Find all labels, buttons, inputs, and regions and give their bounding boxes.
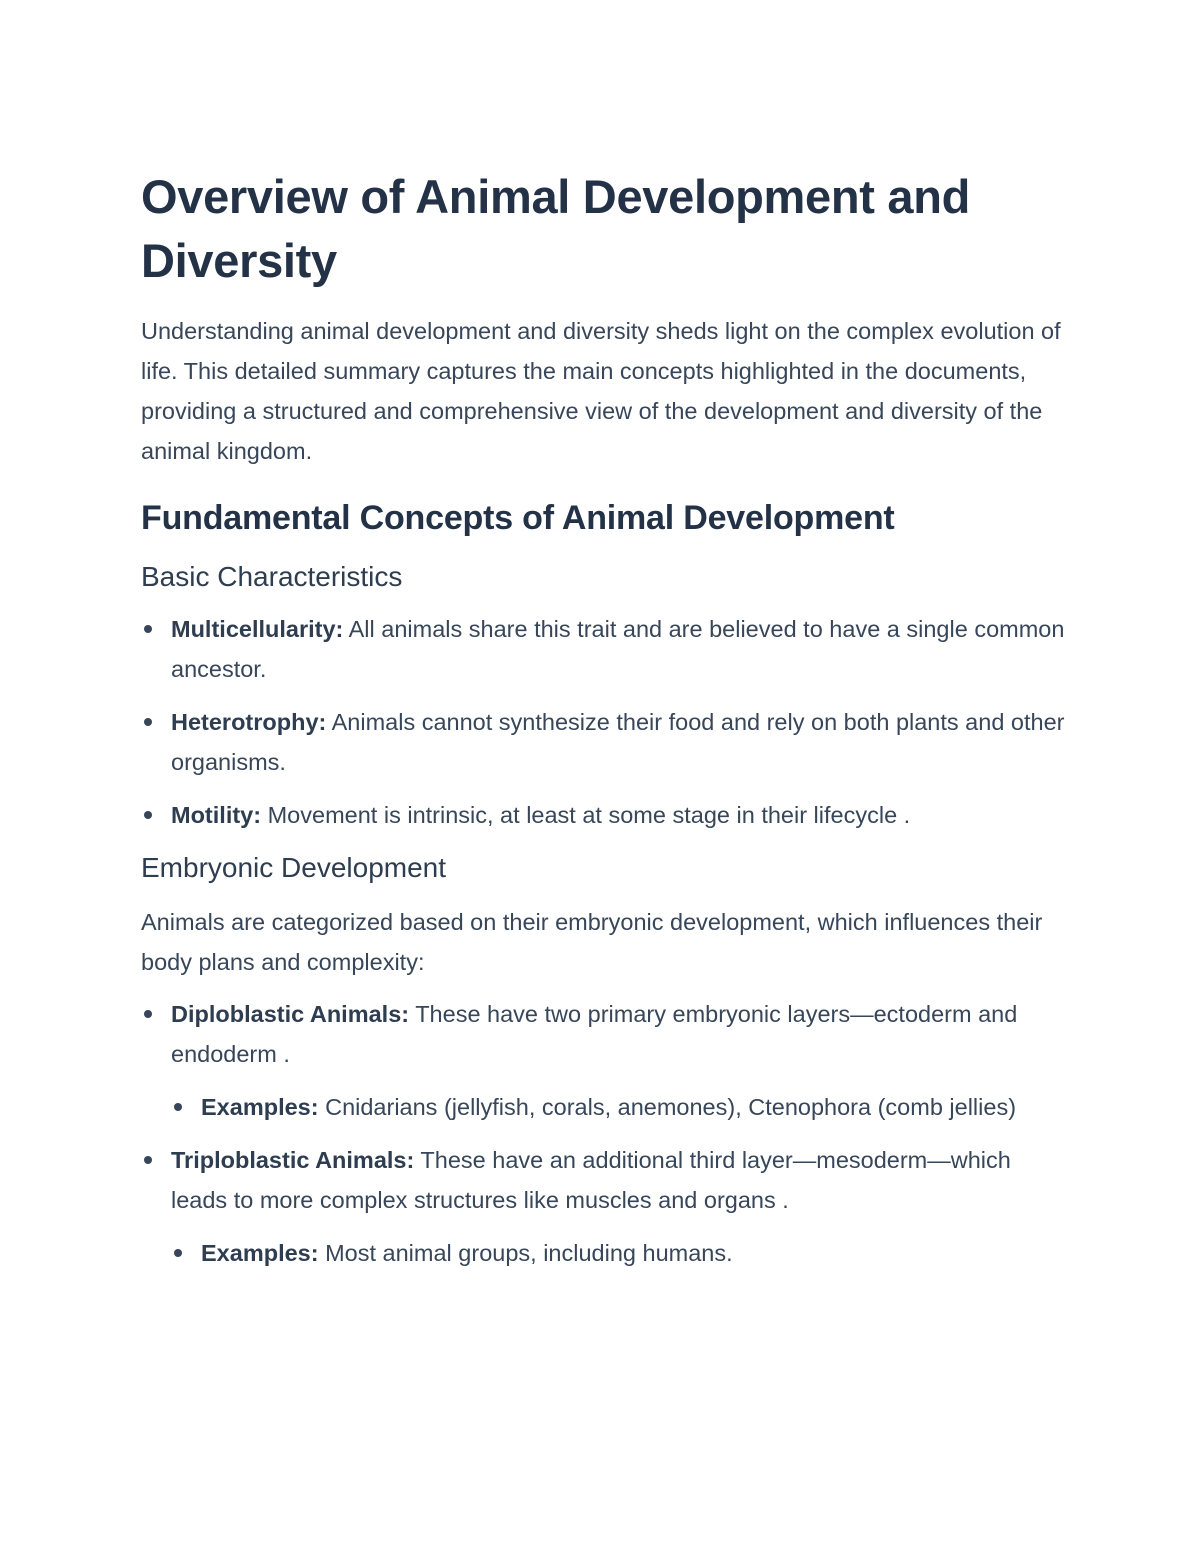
list-item-term: Triploblastic Animals: [171,1147,415,1173]
bullet-icon [144,718,152,726]
list-item-term: Multicellularity: [171,616,344,642]
bullet-icon [144,811,152,819]
list-item-term: Heterotrophy: [171,709,327,735]
bullet-icon [144,1156,152,1164]
sub-list-item [171,1087,1066,1127]
sub-list-item-text: Cnidarians (jellyfish, corals, anemones), Ctenophora (comb jellies) [318,1094,1017,1120]
list-item-text: Animals cannot synthesize their food and rely on both plants and other organisms. [171,709,1065,775]
list-item [141,795,1066,835]
list-item-text: All animals share this trait and are believed to have a single common ancestor. [171,616,1065,682]
list-item [141,1140,1066,1273]
sub-list-item-text: Most animal groups, including humans. [318,1240,733,1266]
list-item-term: Motility: [171,802,262,828]
sub-list-item-term: Examples: [201,1240,319,1266]
sub-list-item-term: Examples: [201,1094,319,1120]
intro-paragraph: Understanding animal development and diversity sheds light on the complex evolution of life. This detailed summary captures the main concepts highlighted in the documents, providing a structured and comprehensive view of the development and diversity of the animal kingdom. [141,318,1061,464]
bullet-icon [144,1010,152,1018]
section-heading: Fundamental Concepts of Animal Development [141,499,895,537]
list-item-text: These have two primary embryonic layers—ectoderm and endoderm . [171,1001,1018,1067]
bullet-icon [174,1249,182,1257]
list-item-text: These have an additional third layer—mesoderm—which leads to more complex structures like muscles and organs . [171,1147,1011,1213]
sub-list-item [171,1233,1066,1273]
list-item-text: Movement is intrinsic, at least at some stage in their lifecycle . [261,802,911,828]
bullet-icon [174,1103,182,1111]
list-item [141,994,1066,1127]
page-title: Overview of Animal Development and Diversity [141,170,971,287]
embryonic-list [141,994,1066,1273]
embryonic-paragraph: Animals are categorized based on their embryonic development, which influences their body plans and complexity: [141,909,1043,975]
list-item [141,702,1066,782]
sub-list [171,1233,1066,1273]
basic-characteristics-heading: Basic Characteristics [141,561,403,592]
list-item-term: Diploblastic Animals: [171,1001,410,1027]
bullet-icon [144,625,152,633]
document-page [141,165,1066,1286]
sub-list [171,1087,1066,1127]
embryonic-development-heading: Embryonic Development [141,852,447,883]
list-item [141,609,1066,689]
basic-characteristics-list [141,609,1066,835]
